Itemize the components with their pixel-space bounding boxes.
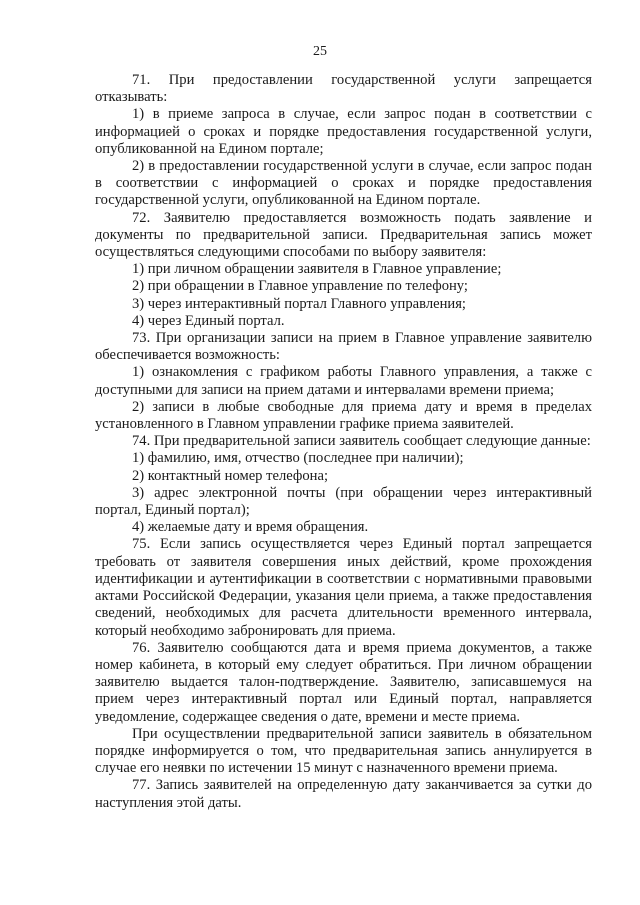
page-number: 25: [313, 44, 327, 59]
paragraph-74: 74. При предварительной записи заявитель сообщает следующие данные:: [132, 433, 591, 450]
paragraph-77: 77. Запись заявителей на определенную дату заканчивается за сутки до наступления этой даты.: [95, 777, 592, 811]
paragraph-72-item-4: 4) через Единый портал.: [132, 312, 285, 329]
document-body: [95, 72, 592, 812]
paragraph-76: 76. Заявителю сообщаются дата и время приема документов, а также номер кабинета, в который ему следует обратиться. При личном обращении заявителю выдается талон-подтверждение. Заявителю, записавшемуся на прием через интерактивный портал или Единый портал, направляется уведомление, содержащее сведения о дате, времени и месте приема.: [95, 639, 592, 725]
paragraph-73-item-2: 2) записи в любые свободные для приема дату и время в пределах установленного в Главном управлении графике приема заявителей.: [95, 398, 592, 433]
paragraph-76-continued: При осуществлении предварительной записи заявитель в обязательном порядке информируется о том, что предварительная запись аннулируется в случае его неявки по истечении 15 минут с назначенного времени приема.: [95, 725, 592, 777]
paragraph-73: 73. При организации записи на прием в Главное управление заявителю обеспечивается возможность:: [95, 330, 592, 364]
paragraph-74-item-2: 2) контактный номер телефона;: [132, 467, 329, 484]
paragraph-72: 72. Заявителю предоставляется возможность подать заявление и документы по предварительной записи. Предварительная запись может осуществляться следующими способами по выбору заявителя:: [95, 209, 592, 261]
paragraph-74-item-4: 4) желаемые дату и время обращения.: [132, 519, 369, 536]
paragraph-71: 71. При предоставлении государственной услуги запрещается отказывать:: [95, 72, 592, 106]
paragraph-72-item-2: 2) при обращении в Главное управление по телефону;: [132, 278, 468, 295]
paragraph-74-item-1: 1) фамилию, имя, отчество (последнее при наличии);: [132, 450, 464, 467]
paragraph-71-item-1: 1) в приеме запроса в случае, если запрос подан в соответствии с информацией о сроках и порядке предоставления государственной услуги, опубликованной на Едином портале;: [95, 106, 592, 157]
paragraph-75: 75. Если запись осуществляется через Единый портал запрещается требовать от заявителя совершения иных действий, кроме прохождения идентификации и аутентификации в соответствии с нормативными правовыми актами Российской Федерации, указания цели приема, а также предоставления сведений, необходимых для расчета длительности временного интервала, который необходимо забронировать для приема.: [95, 536, 592, 639]
paragraph-74-item-3: 3) адрес электронной почты (при обращении через интерактивный портал, Единый портал);: [95, 484, 592, 519]
paragraph-72-item-1: 1) при личном обращении заявителя в Главное управление;: [132, 261, 502, 278]
paragraph-73-item-1: 1) ознакомления с графиком работы Главного управления, а также с доступными для записи на прием датами и интервалами времени приема;: [95, 364, 592, 398]
paragraph-72-item-3: 3) через интерактивный портал Главного управления;: [132, 295, 466, 312]
paragraph-71-item-2: 2) в предоставлении государственной услуги в случае, если запрос подан в соответствии с информацией о сроках и порядке предоставления государственной услуги, опубликованной на Едином портале.: [95, 158, 592, 209]
